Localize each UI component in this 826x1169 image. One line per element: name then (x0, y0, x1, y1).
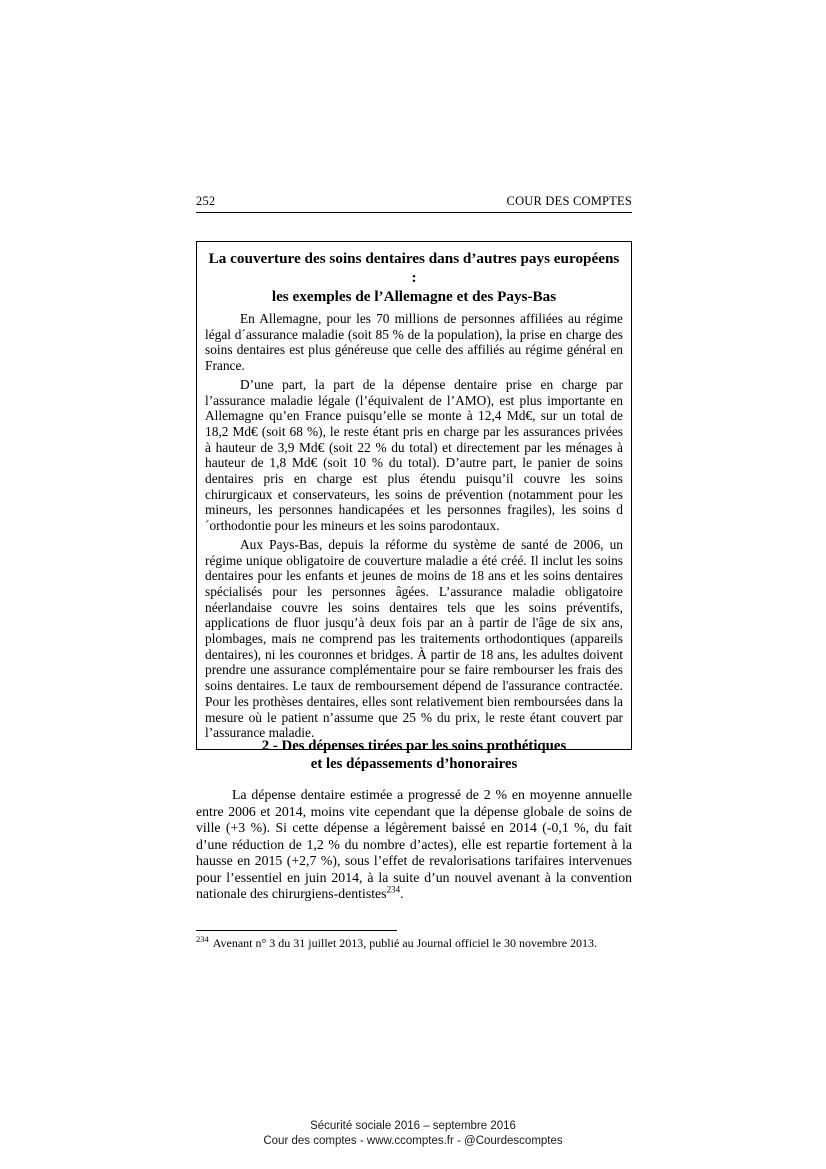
footnote (196, 936, 632, 951)
inset-box-paragraph-germany-intro: En Allemagne, pour les 70 millions de personnes affiliées au régime légal d´assurance maladie (soit 85 % de la population), la prise en charge des soins dentaires est plus généreuse que celle des affiliés au régime général en France. (205, 311, 623, 374)
footnote-reference: 234 (386, 884, 401, 895)
inset-box-title-line-2: les exemples de l’Allemagne et des Pays-Bas (271, 288, 557, 305)
inset-box-title-line-1: La couverture des soins dentaires dans d’autres pays européens : (208, 250, 620, 286)
inset-box-paragraph-netherlands: Aux Pays-Bas, depuis la réforme du système de santé de 2006, un régime unique obligatoire de couverture maladie a été créé. Il inclut les soins dentaires pour les enfants et jeunes de moins de 18 ans et les soins dentaires spécialisés pour les personnes âgées. L’assurance maladie obligatoire néerlandaise couvre les soins dentaires tels que les soins préventifs, applications de fluor jusqu’à deux fois par an à partir de l'âge de six ans, plombages, mais ne comprend pas les traitements orthodontiques (appareils dentaires), ni les couronnes et bridges. À partir de 18 ans, les adultes doivent prendre une assurance complémentaire pour se faire rembourser les frais des soins dentaires. Le taux de remboursement dépend de l'assurance contractée. Pour les prothèses dentaires, elles sont relativement bien remboursées dans la mesure où le patient n’assume que 25 % du prix, le reste étant couvert par l’assurance maladie. (205, 536, 623, 741)
body-paragraph-end: . (400, 886, 404, 901)
footnote-marker: 234 (196, 934, 209, 944)
inset-box-title (205, 249, 623, 306)
page-header (196, 194, 632, 213)
section-heading (196, 738, 632, 773)
footer-publication-line: Sécurité sociale 2016 – septembre 2016 (310, 1120, 516, 1132)
body-paragraph (196, 787, 632, 903)
page-footer (0, 1119, 826, 1148)
footnote-separator (196, 930, 397, 931)
footer-institution-line: Cour des comptes - www.ccomptes.fr - @Courdescomptes (263, 1134, 563, 1147)
page-number: 252 (196, 194, 216, 208)
footnote-text: Avenant n° 3 du 31 juillet 2013, publié au Journal officiel le 30 novembre 2013. (212, 936, 598, 950)
inset-box-dental-coverage (196, 241, 632, 750)
inset-box-paragraph-germany-detail: D’une part, la part de la dépense dentaire prise en charge par l’assurance maladie légale (l’équivalent de l’AMO), est plus importante en Allemagne qu’en France puisqu’elle se monte à 12,4 Md€, sur un total de 18,2 Md€ (soit 68 %), le reste étant pris en charge par les assurances privées à hauteur de 3,9 Md€ (soit 22 % du total) et directement par les ménages à hauteur de 1,8 Md€ (soit 10 % du total). D’autre part, le panier de soins dentaires pris en charge est plus étendu puisqu’il couvre les soins chirurgicaux et conservateurs, les soins de prévention (notamment pour les mineurs, les personnes handicapées et les personnes fragiles), les soins d´orthodontie pour les mineurs et les soins parodontaux. (205, 376, 623, 534)
section-heading-line-1: 2 - Des dépenses tirées par les soins prothétiques (261, 738, 567, 754)
section-heading-line-2: et les dépassements d’honoraires (310, 755, 518, 772)
body-paragraph-text: La dépense dentaire estimée a progressé de 2 % en moyenne annuelle entre 2006 et 2014, moins vite cependant que la dépense globale de soins de ville (+3 %). Si cette dépense a légèrement baissé en 2014 (-0,1 %, du fait d’une réduction de 1,2 % du nombre d’actes), elle est repartie fortement à la hausse en 2015 (+2,7 %), sous l’effet de revalorisations tarifaires intervenues pour l’essentiel en juin 2014, à la suite d’un nouvel avenant à la convention nationale des chirurgiens-dentistes (196, 787, 632, 901)
running-title: COUR DES COMPTES (506, 194, 632, 208)
